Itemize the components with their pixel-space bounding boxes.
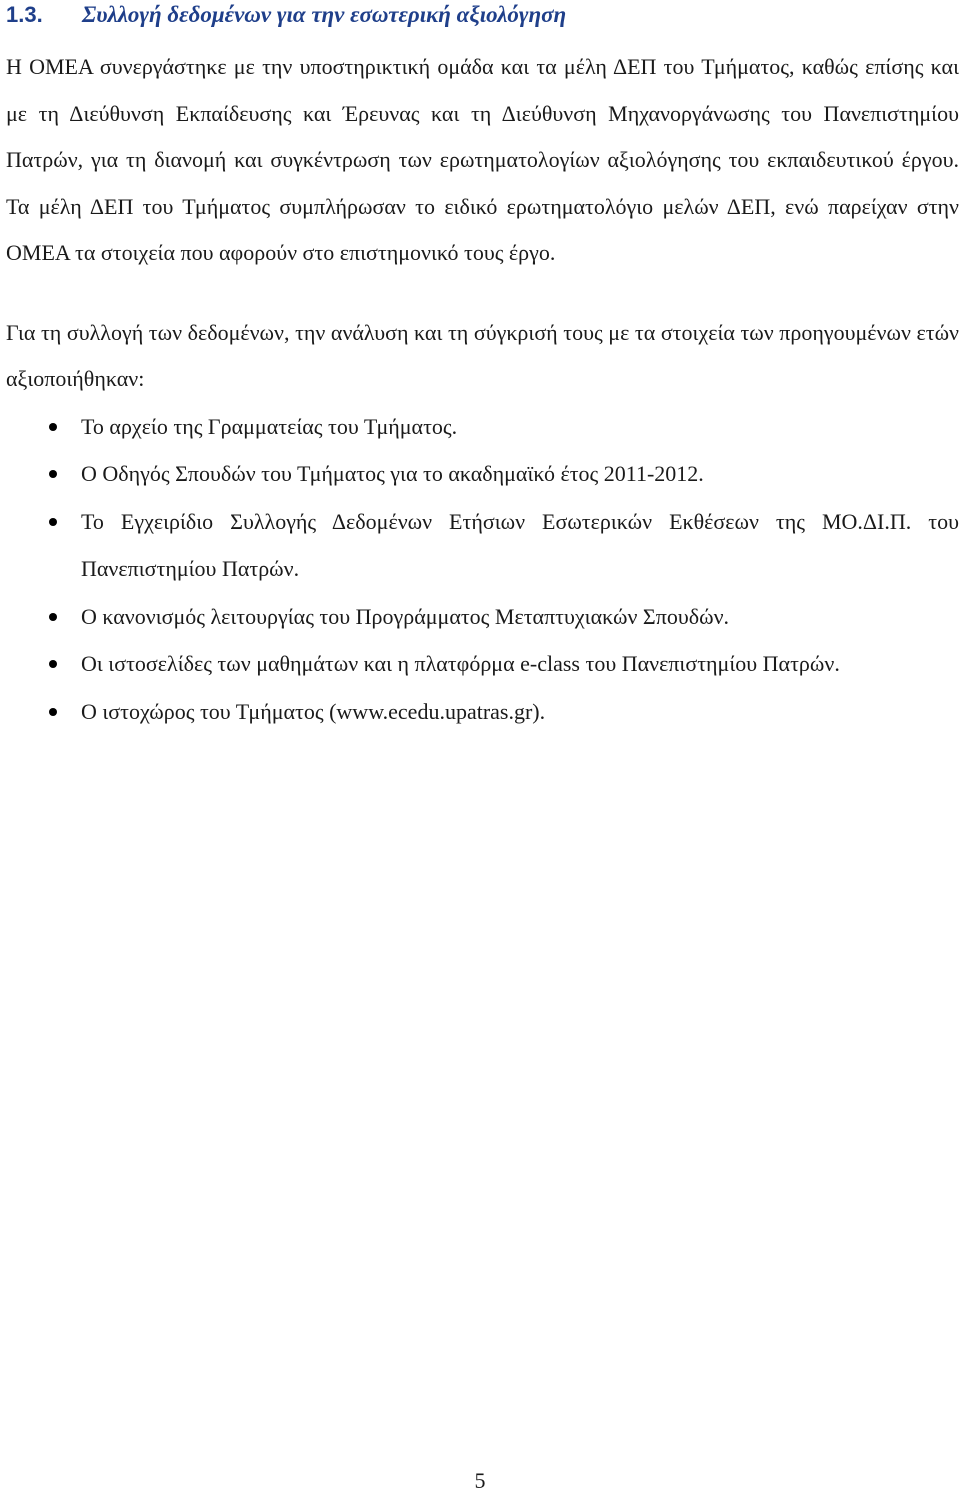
list-item — [6, 640, 959, 688]
section-title: Συλλογή δεδομένων για την εσωτερική αξιολόγηση — [82, 2, 567, 27]
list-item — [6, 498, 959, 593]
document-page — [6, 0, 959, 735]
paragraph-sources-lead: Για τη συλλογή των δεδομένων, την ανάλυση και τη σύγκρισή τους με τα στοιχεία των προηγουμένων ετών αξιοποιήθηκαν: — [6, 319, 959, 391]
bullet-icon — [49, 660, 57, 668]
list-item-text: Το Εγχειρίδιο Συλλογής Δεδομένων Ετήσιων Εσωτερικών Εκθέσεων της ΜΟ.ΔΙ.Π. του Πανεπιστημίου Πατρών. — [81, 508, 959, 581]
list-item-text: Ο κανονισμός λειτουργίας του Προγράμματος Μεταπτυχιακών Σπουδών. — [81, 603, 730, 629]
list-item-text: Ο ιστοχώρος του Τμήματος (www.ecedu.upatras.gr). — [81, 698, 546, 724]
bullet-icon — [49, 423, 57, 431]
list-item — [6, 403, 959, 451]
bullet-icon — [49, 708, 57, 716]
list-item — [6, 593, 959, 641]
paragraph-intro: Η ΟΜΕΑ συνεργάστηκε με την υποστηρικτική ομάδα και τα μέλη ΔΕΠ του Τμήματος, καθώς επίσης και με τη Διεύθυνση Εκπαίδευσης και Έρευνας και τη Διεύθυνση Μηχανοργάνωσης του Πανεπιστημίου Πατρών, για τη διανομή και συγκέντρωση των ερωτηματολογίων αξιολόγησης του εκπαιδευτικού έργου. Τα μέλη ΔΕΠ του Τμήματος συμπλήρωσαν το ειδικό ερωτηματολόγιο μελών ΔΕΠ, ενώ παρείχαν στην ΟΜΕΑ τα στοιχεία που αφορούν στο επιστημονικό τους έργο. — [6, 54, 959, 265]
section-heading — [6, 0, 959, 30]
list-item — [6, 450, 959, 498]
bullet-icon — [49, 518, 57, 526]
bullet-icon — [49, 613, 57, 621]
list-item-text: Οι ιστοσελίδες των μαθημάτων και η πλατφόρμα e-class του Πανεπιστημίου Πατρών. — [81, 651, 840, 676]
sources-list — [6, 403, 959, 736]
page-number: 5 — [474, 1468, 486, 1493]
list-item-text: Ο Οδηγός Σπουδών του Τμήματος για το ακαδημαϊκό έτος 2011-2012. — [81, 461, 704, 486]
list-item — [6, 688, 959, 736]
list-item-text: Το αρχείο της Γραμματείας του Τμήματος. — [81, 413, 458, 439]
section-number: 1.3. — [6, 2, 43, 27]
bullet-icon — [49, 470, 57, 478]
